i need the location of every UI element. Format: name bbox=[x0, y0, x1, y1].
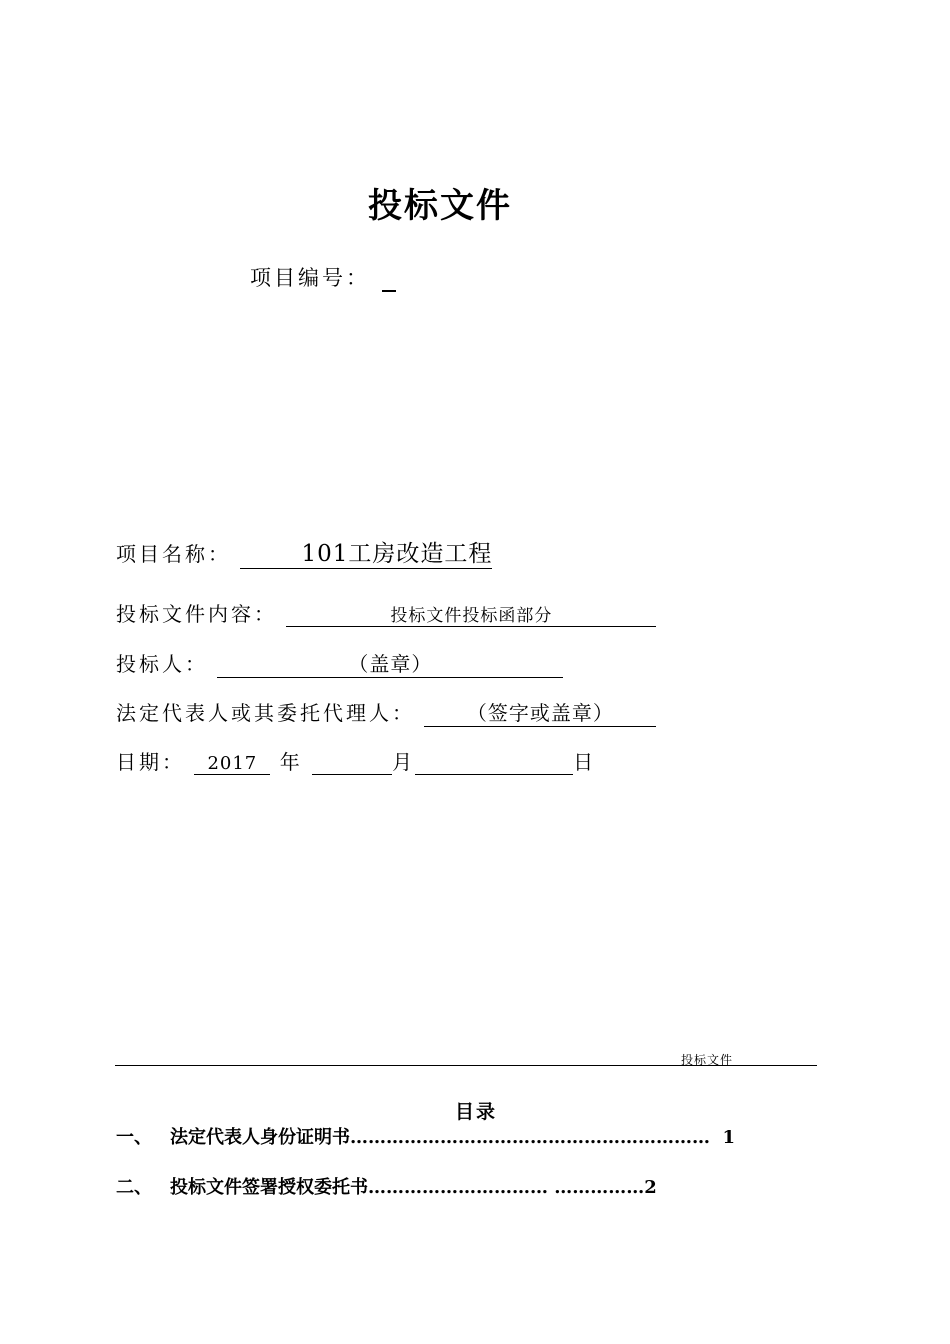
bidder-label: 投标人： bbox=[116, 652, 208, 676]
content-row bbox=[116, 598, 656, 627]
content-value: 投标文件投标函部分 bbox=[286, 601, 656, 627]
date-day-blank bbox=[415, 750, 573, 775]
toc-title: 目录 bbox=[455, 1101, 498, 1123]
date-year-unit: 年 bbox=[279, 750, 303, 774]
page-header-text: 投标文件 bbox=[681, 1053, 734, 1067]
representative-row bbox=[116, 697, 656, 727]
toc-item-dots: …………………………………………………… bbox=[350, 1127, 710, 1148]
bidder-value: （盖章） bbox=[217, 648, 563, 678]
toc-item-page: 2 bbox=[644, 1177, 657, 1198]
toc-item-label: 投标文件签署授权委托书 bbox=[170, 1177, 368, 1198]
project-name-row bbox=[116, 535, 492, 569]
toc-item[interactable] bbox=[116, 1123, 735, 1149]
representative-label: 法定代表人或其委托代理人： bbox=[116, 701, 415, 725]
date-month-blank bbox=[312, 750, 392, 775]
project-number-line bbox=[250, 262, 396, 292]
toc-item-label: 法定代表人身份证明书 bbox=[170, 1127, 350, 1148]
project-number-blank bbox=[382, 268, 396, 292]
bidder-row bbox=[116, 648, 563, 678]
toc-item-page: 1 bbox=[722, 1127, 736, 1148]
date-day-unit: 日 bbox=[573, 750, 597, 774]
date-row bbox=[116, 746, 596, 775]
date-month-unit: 月 bbox=[392, 750, 416, 774]
toc-item[interactable] bbox=[116, 1173, 657, 1199]
toc-item-dots: ………………………… …………… bbox=[368, 1177, 645, 1198]
project-name-value: 101工房改造工程 bbox=[240, 535, 492, 569]
representative-value: （签字或盖章） bbox=[424, 697, 656, 727]
project-number-label: 项目编号： bbox=[250, 266, 370, 290]
content-label: 投标文件内容： bbox=[116, 602, 277, 626]
date-label: 日期： bbox=[116, 750, 185, 774]
document-title: 投标文件 bbox=[368, 186, 512, 226]
toc-item-number: 一、 bbox=[116, 1127, 152, 1148]
project-name-label: 项目名称： bbox=[116, 542, 231, 566]
toc-item-number: 二、 bbox=[116, 1177, 152, 1198]
date-year: 2017 bbox=[194, 753, 270, 775]
